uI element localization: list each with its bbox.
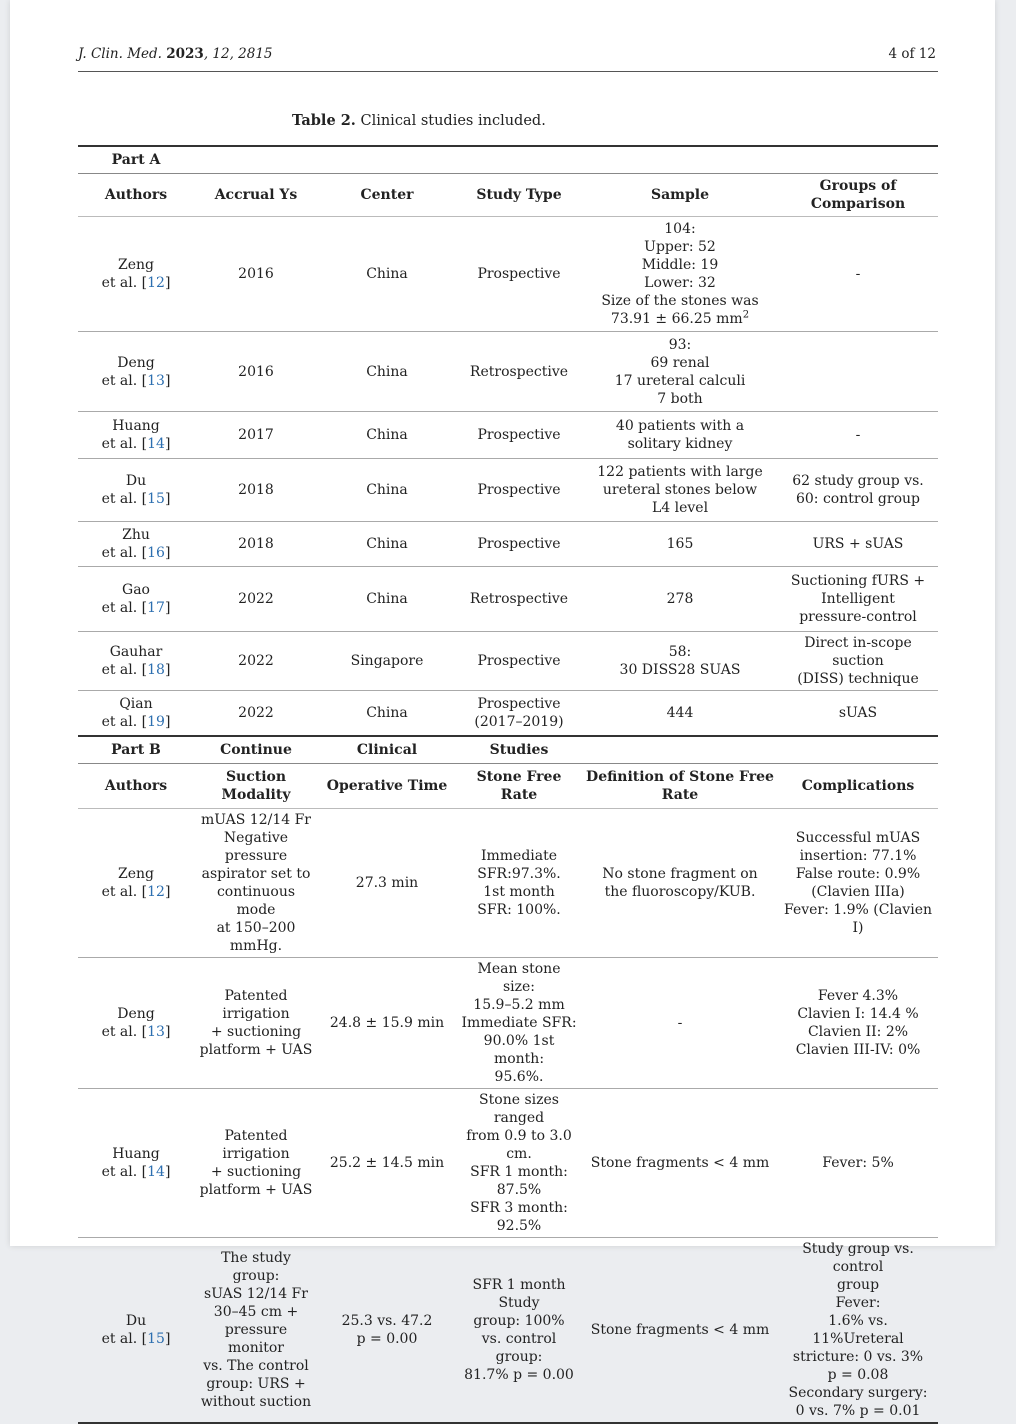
sample (582, 412, 778, 459)
sample-line: 7 both (657, 390, 703, 407)
stone-free-rate-line: SFR 1 month: (470, 1164, 568, 1180)
operative-time (318, 809, 456, 958)
complications-line: group (836, 1277, 880, 1293)
table-row (78, 567, 938, 632)
study-type-line: Prospective (477, 696, 561, 712)
superscript: 2 (742, 309, 750, 321)
sample-line: Lower: 32 (644, 275, 716, 291)
part-b-label-row (78, 736, 938, 764)
groups-of-comparison-line: sUAS (838, 705, 878, 721)
header-rule (78, 71, 938, 72)
sample (582, 567, 778, 632)
citation-link: 15 (147, 1331, 165, 1347)
citation-link: 19 (147, 714, 165, 730)
suction-modality (194, 809, 318, 958)
study-type (456, 522, 582, 567)
study-type (456, 217, 582, 332)
complications-line: Successful mUAS (795, 830, 921, 846)
part-a-label: Part A (78, 146, 194, 174)
author-cell (78, 412, 194, 459)
accrual-year: 2017 (194, 412, 318, 459)
complications-line: False route: 0.9% (795, 866, 921, 882)
stone-free-rate-line: SFR 3 month: (470, 1200, 568, 1216)
author-name: Deng (117, 354, 155, 371)
sfr-definition-line: Stone fragments < 4 mm (590, 1155, 770, 1171)
author-name: Du (125, 1313, 147, 1329)
groups-of-comparison (778, 567, 938, 632)
author-cell (78, 1238, 194, 1424)
document-page (10, 0, 995, 1419)
suction-modality-line: 30–45 cm + (213, 1304, 299, 1320)
groups-of-comparison (778, 412, 938, 459)
table-row (78, 809, 938, 958)
author-name: Gao (122, 582, 150, 598)
groups-of-comparison-line: 60: control group (795, 491, 920, 507)
table-row (78, 459, 938, 522)
sample (582, 522, 778, 567)
sfr-definition (582, 1238, 778, 1424)
author-cell (78, 522, 194, 567)
groups-of-comparison-line: 62 study group vs. (792, 473, 924, 489)
suction-modality-line: Patented irrigation (222, 988, 290, 1022)
center: Singapore (318, 632, 456, 691)
sample (582, 332, 778, 412)
groups-of-comparison-line: Intelligent (821, 591, 895, 607)
stone-size-value: 73.91 ± 66.25 mm (610, 311, 743, 327)
operative-time-line: 24.8 ± 15.9 min (329, 1015, 445, 1031)
stone-free-rate-line: Immediate (480, 848, 558, 864)
sample-line: 17 ureteral calculi (614, 372, 746, 389)
sample-line: Middle: 19 (641, 257, 719, 273)
study-type-line: Prospective (477, 427, 561, 443)
table-row (78, 332, 938, 412)
author-name: Zhu (122, 527, 150, 543)
sample-line: 104: (664, 221, 696, 237)
part-b-label: Continue (194, 736, 318, 764)
citation-link: 15 (147, 491, 165, 507)
part-b-label: Part B (78, 736, 194, 764)
author-name: Zeng (118, 866, 154, 882)
citation-link: 14 (147, 1164, 165, 1180)
suction-modality-line: Patented irrigation (222, 1128, 290, 1162)
study-type (456, 567, 582, 632)
stone-free-rate-line: 90.0% 1st month: (483, 1033, 555, 1067)
complications (778, 1238, 938, 1424)
suction-modality-line: mUAS 12/14 Fr (201, 812, 311, 828)
study-type-line: Prospective (477, 536, 561, 552)
complications-line: Fever 4.3% (817, 988, 899, 1004)
study-type (456, 332, 582, 412)
groups-of-comparison (778, 632, 938, 691)
stone-free-rate-line: Stone sizes ranged (479, 1092, 559, 1126)
operative-time (318, 958, 456, 1089)
part-a-header-row (78, 174, 938, 217)
stone-free-rate (456, 1089, 582, 1238)
column-header: Groups of Comparison (778, 174, 938, 217)
sample (582, 632, 778, 691)
complications-line: Fever: 1.9% (Clavien I) (784, 902, 932, 936)
author-ref: et al. [13] (101, 372, 171, 389)
column-header: Sample (582, 174, 778, 217)
table-row (78, 412, 938, 459)
citation-link: 13 (147, 1024, 165, 1040)
author-ref: et al. [12] (101, 884, 171, 900)
author-ref: et al. [13] (101, 1024, 171, 1040)
author-cell (78, 958, 194, 1089)
complications (778, 958, 938, 1089)
stone-free-rate-line: 1st month (483, 884, 555, 900)
suction-modality-line: Negative pressure (223, 830, 289, 864)
empty-cell (582, 146, 778, 174)
stone-free-rate-line: Immediate SFR: (461, 1015, 577, 1031)
author-name: Deng (117, 1006, 155, 1022)
complications-line: Secondary surgery: (788, 1385, 928, 1401)
part-b-label: Studies (456, 736, 582, 764)
author-cell (78, 1089, 194, 1238)
author-name: Huang (112, 1146, 160, 1162)
sample-line: 58: (668, 644, 692, 660)
sample (582, 217, 778, 332)
suction-modality-line: platform + UAS (199, 1042, 313, 1058)
citation-link: 12 (147, 275, 165, 291)
clinical-studies-table (78, 145, 938, 1424)
part-a-label-row (78, 146, 938, 174)
stone-free-rate-line: SFR:97.3%. (477, 866, 561, 882)
groups-of-comparison-line: pressure-control (799, 609, 917, 625)
stone-free-rate-line: from 0.9 to 3.0 cm. (466, 1128, 572, 1162)
accrual-year: 2016 (194, 332, 318, 412)
complications-line: Study group vs. control (802, 1241, 914, 1275)
complications (778, 1089, 938, 1238)
suction-modality-line: at 150–200 mmHg. (216, 920, 296, 954)
complications-line: stricture: 0 vs. 3% (792, 1349, 924, 1365)
column-header: Operative Time (318, 764, 456, 809)
citation-link: 14 (147, 436, 165, 452)
suction-modality-line: pressure monitor (224, 1322, 288, 1356)
study-type (456, 412, 582, 459)
author-ref: et al. [16] (101, 545, 171, 561)
complications-line: insertion: 77.1% (799, 848, 917, 864)
author-ref: et al. [14] (101, 1164, 171, 1180)
suction-modality-line: The study group: (221, 1250, 291, 1284)
sample-line: L4 level (651, 500, 709, 516)
author-cell (78, 567, 194, 632)
complications (778, 809, 938, 958)
empty-cell (194, 146, 318, 174)
author-name: Huang (112, 418, 160, 434)
center: China (318, 332, 456, 412)
stone-free-rate-line: vs. control group: (481, 1331, 557, 1365)
sfr-definition (582, 1089, 778, 1238)
stone-free-rate-line: 15.9–5.2 mm (473, 997, 565, 1013)
suction-modality-line: platform + UAS (199, 1182, 313, 1198)
suction-modality (194, 958, 318, 1089)
citation-link: 13 (147, 372, 165, 389)
study-type-line: Retrospective (469, 363, 569, 380)
stone-free-rate-line: 92.5% (496, 1218, 542, 1234)
author-cell (78, 332, 194, 412)
groups-of-comparison-line: - (855, 427, 861, 443)
study-type-line: (2017–2019) (474, 714, 564, 730)
study-type-line: Prospective (477, 653, 561, 669)
groups-of-comparison (778, 522, 938, 567)
table-row (78, 691, 938, 737)
study-type-line: Prospective (477, 482, 561, 498)
complications-line: Clavien I: 14.4 % (797, 1006, 919, 1022)
author-name: Zeng (118, 257, 154, 273)
running-header (78, 46, 936, 62)
complications-line: p = 0.08 (827, 1367, 889, 1383)
suction-modality-line: + suctioning (210, 1024, 302, 1040)
stone-free-rate (456, 809, 582, 958)
complications-line: (Clavien IIIa) (811, 884, 905, 900)
empty-cell (456, 146, 582, 174)
author-ref: et al. [14] (101, 436, 171, 452)
complications-line: Clavien II: 2% (807, 1024, 909, 1040)
sfr-definition-line: Stone fragments < 4 mm (590, 1322, 770, 1338)
sample-line: ureteral stones below (602, 482, 758, 498)
operative-time (318, 1089, 456, 1238)
table-caption: Table 2. Clinical studies included. (292, 112, 546, 129)
citation-link: 18 (147, 662, 165, 678)
author-name: Du (125, 473, 147, 489)
accrual-year: 2018 (194, 459, 318, 522)
groups-of-comparison (778, 459, 938, 522)
author-ref: et al. [18] (101, 662, 171, 678)
study-type-line: Prospective (477, 266, 561, 282)
center: China (318, 217, 456, 332)
suction-modality-line: sUAS 12/14 Fr (204, 1286, 308, 1302)
column-header: Study Type (456, 174, 582, 217)
suction-modality (194, 1238, 318, 1424)
sample-line: 444 (666, 705, 694, 721)
suction-modality-line: vs. The control (203, 1358, 309, 1374)
stone-free-rate-line: 95.6%. (494, 1069, 544, 1085)
column-header: Complications (778, 764, 938, 809)
sfr-definition-line: No stone fragment on (602, 866, 758, 882)
sample-line: 122 patients with large (597, 464, 763, 480)
center: China (318, 691, 456, 737)
groups-of-comparison-line: Direct in-scope suction (804, 635, 912, 669)
empty-cell (318, 146, 456, 174)
stone-free-rate-line: Mean stone size: (477, 961, 561, 995)
column-header: Suction Modality (194, 764, 318, 809)
sample (582, 691, 778, 737)
sample-line: Upper: 52 (644, 239, 716, 255)
column-header: Center (318, 174, 456, 217)
groups-of-comparison (778, 217, 938, 332)
sfr-definition (582, 809, 778, 958)
complications-line: Clavien III-IV: 0% (795, 1042, 921, 1058)
table-row (78, 217, 938, 332)
column-header: Authors (78, 174, 194, 217)
accrual-year: 2022 (194, 632, 318, 691)
suction-modality-line: group: URS + (206, 1376, 306, 1392)
study-type-line: Retrospective (469, 591, 569, 607)
citation-link: 16 (147, 545, 165, 561)
complications-line: Fever: (835, 1295, 881, 1311)
table-row (78, 1089, 938, 1238)
author-name: Qian (119, 696, 153, 712)
stone-free-rate-line: 87.5% (496, 1182, 542, 1198)
groups-of-comparison (778, 691, 938, 737)
author-cell (78, 809, 194, 958)
suction-modality-line: + suctioning (210, 1164, 302, 1180)
journal-citation: J. Clin. Med. 2023, 12, 2815 (78, 46, 273, 62)
sfr-definition-line: - (677, 1015, 683, 1031)
table-row (78, 632, 938, 691)
author-ref: et al. [15] (101, 491, 171, 507)
stone-free-rate-line: group: 100% (473, 1313, 565, 1329)
author-cell (78, 217, 194, 332)
sample-line: Size of the stones was (601, 293, 759, 309)
sample-line (586, 310, 774, 328)
complications-line: 1.6% vs. 11%Ureteral (812, 1313, 904, 1347)
citation-link: 17 (147, 600, 165, 616)
groups-of-comparison (778, 332, 938, 412)
operative-time (318, 1238, 456, 1424)
table-row (78, 522, 938, 567)
sample-line: solitary kidney (627, 436, 733, 452)
stone-free-rate-line: SFR: 100%. (477, 902, 561, 918)
part-b-label (778, 736, 938, 764)
groups-of-comparison-line: Suctioning fURS + (790, 573, 926, 589)
sfr-definition (582, 958, 778, 1089)
accrual-year: 2022 (194, 567, 318, 632)
stone-free-rate (456, 958, 582, 1089)
groups-of-comparison-line: URS + sUAS (812, 536, 904, 552)
part-b-label (582, 736, 778, 764)
suction-modality-line: continuous mode (216, 884, 296, 918)
stone-free-rate-line: 81.7% p = 0.00 (464, 1367, 574, 1383)
center: China (318, 412, 456, 459)
suction-modality-line: aspirator set to (201, 866, 311, 882)
center: China (318, 567, 456, 632)
part-b-label: Clinical (318, 736, 456, 764)
part-b-header-row (78, 764, 938, 809)
sample-line: 165 (666, 536, 694, 552)
stone-free-rate-line: SFR 1 month Study (472, 1277, 566, 1311)
center: China (318, 459, 456, 522)
author-ref: et al. [15] (101, 1331, 171, 1347)
accrual-year: 2018 (194, 522, 318, 567)
sample (582, 459, 778, 522)
study-type (456, 632, 582, 691)
empty-cell (778, 146, 938, 174)
accrual-year: 2016 (194, 217, 318, 332)
column-header: Definition of Stone Free Rate (582, 764, 778, 809)
stone-free-rate (456, 1238, 582, 1424)
table-row (78, 958, 938, 1089)
sfr-definition-line: the fluoroscopy/KUB. (604, 884, 756, 900)
sample-line: 93: (668, 336, 692, 353)
citation-link: 12 (147, 884, 165, 900)
sample-line: 278 (666, 591, 694, 607)
study-type (456, 691, 582, 737)
author-cell (78, 632, 194, 691)
complications-line: Fever: 5% (822, 1155, 894, 1171)
sample-line: 40 patients with a (615, 418, 745, 434)
operative-time-line: 25.3 vs. 47.2 (341, 1313, 433, 1329)
complications-line: 0 vs. 7% p = 0.01 (795, 1403, 921, 1419)
table-row (78, 1238, 938, 1424)
author-ref: et al. [12] (101, 275, 171, 291)
groups-of-comparison-line: (DISS) technique (797, 671, 919, 687)
author-ref: et al. [17] (101, 600, 171, 616)
accrual-year: 2022 (194, 691, 318, 737)
center: China (318, 522, 456, 567)
study-type (456, 459, 582, 522)
column-header: Authors (78, 764, 194, 809)
page-number: 4 of 12 (888, 46, 936, 62)
author-cell (78, 459, 194, 522)
suction-modality-line: without suction (200, 1394, 312, 1410)
suction-modality (194, 1089, 318, 1238)
sample-line: 69 renal (650, 354, 710, 371)
author-ref: et al. [19] (101, 714, 171, 730)
operative-time-line: p = 0.00 (356, 1331, 418, 1347)
operative-time-line: 25.2 ± 14.5 min (329, 1155, 445, 1171)
author-name: Gauhar (109, 644, 163, 660)
groups-of-comparison-line: - (855, 266, 861, 282)
operative-time-line: 27.3 min (355, 875, 419, 891)
column-header: Accrual Ys (194, 174, 318, 217)
sample-line: 30 DISS28 SUAS (619, 662, 741, 678)
column-header: Stone Free Rate (456, 764, 582, 809)
author-cell (78, 691, 194, 737)
